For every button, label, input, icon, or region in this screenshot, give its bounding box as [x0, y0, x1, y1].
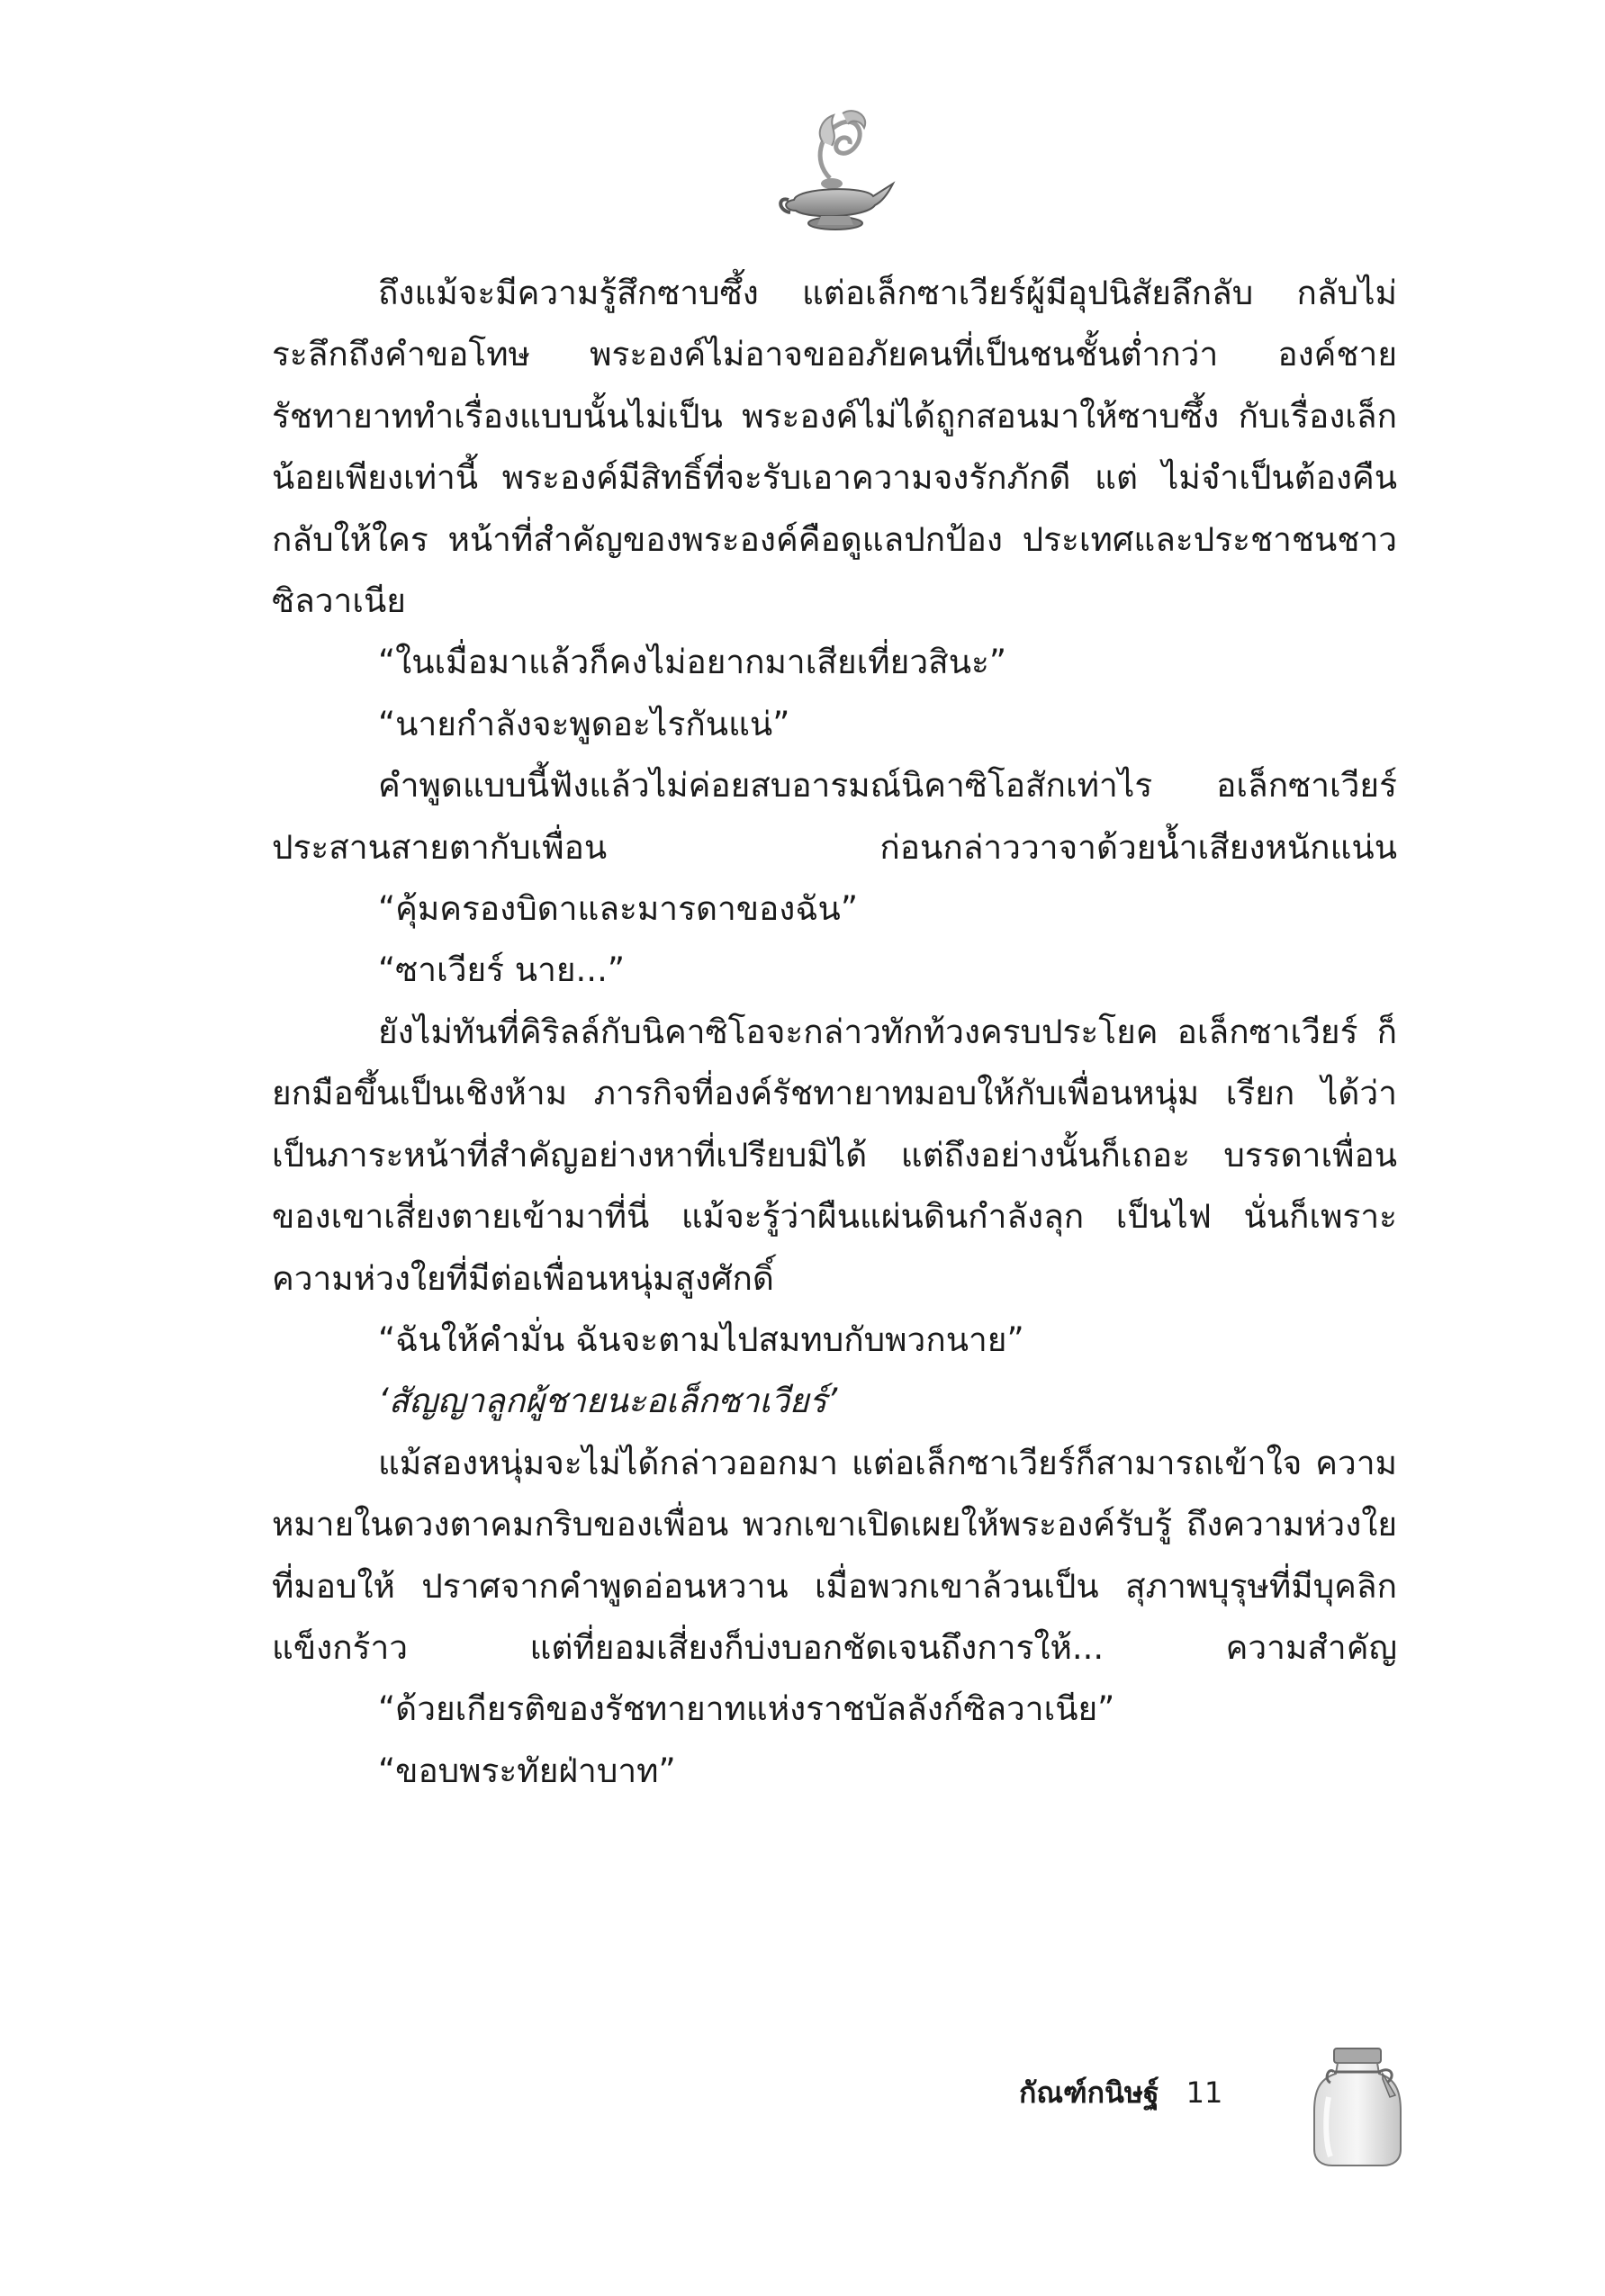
- paragraph: [272, 755, 1397, 878]
- dialogue-line: “นายกำลังจะพูดอะไรกันแน่”: [378, 704, 790, 743]
- text-line: แม้สองหนุ่มจะไม่ได้กล่าวออกมา แต่อเล็กซาเวียร์ก็สามารถเข้าใจ: [378, 1443, 1303, 1482]
- text-line: บรรดาเพื่อนของเขาเสี่ยงตายเข้ามาที่นี่ แม้จะรู้ว่าผืนแผ่นดินกำลังลุก: [272, 1135, 1397, 1237]
- text-line: คำพูดแบบนี้ฟังแล้วไม่ค่อยสบอารมณ์นิคาซิโอสักเท่าไร อเล็กซาเวียร์: [378, 766, 1397, 806]
- text-line: ประสานสายตากับเพื่อน ก่อนกล่าววาจาด้วยน้ำเสียงหนักแน่น: [272, 827, 1397, 867]
- text-line: ความสำคัญ: [1225, 1627, 1397, 1667]
- text-line: กลับไม่ระลึกถึงคำขอโทษ พระองค์ไม่อาจขออภัยคนที่เป็นชนชั้นต่ำกว่า: [272, 274, 1397, 374]
- dialogue-line: “ซาเวียร์ นาย...”: [378, 950, 625, 990]
- dialogue-line: “ฉันให้คำมั่น ฉันจะตามไปสมทบกับพวกนาย”: [378, 1319, 1024, 1359]
- dialogue-line: “ขอบพระทัยฝ่าบาท”: [378, 1751, 676, 1790]
- dialogue-line: “ในเมื่อมาแล้วก็คงไม่อยากมาเสียเที่ยวสินะ”: [378, 643, 1007, 682]
- text-line: ความหมายในดวงตาคมกริบของเพื่อน พวกเขาเปิดเผยให้พระองค์รับรู้: [272, 1443, 1397, 1544]
- magic-lamp-icon: [776, 106, 898, 241]
- text-line: ถึงความห่วงใยที่มอบให้ ปราศจากคำพูดอ่อนหวาน เมื่อพวกเขาล้วนเป็น: [272, 1505, 1397, 1606]
- text-line: ถึงแม้จะมีความรู้สึกซาบซึ้ง แต่อเล็กซาเวียร์ผู้มีอุปนิสัยลึกลับ: [378, 274, 1254, 312]
- text-line: องค์ชายรัชทายาททำเรื่องแบบนั้นไม่เป็น พระองค์ไม่ได้ถูกสอนมาให้ซาบซึ้ง: [272, 335, 1397, 436]
- page-footer: [1019, 2070, 1222, 2115]
- dialogue-line: “คุ้มครองบิดาและมารดาของฉัน”: [378, 889, 858, 929]
- jar-icon: [1307, 2043, 1408, 2169]
- page-number: 11: [1186, 2075, 1223, 2110]
- thought-line: ‘สัญญาลูกผู้ชายนะอเล็กซาเวียร์’: [378, 1382, 838, 1421]
- text-line: ได้ว่าเป็นภาระหน้าที่สำคัญอย่างหาที่เปรียบมิได้ แต่ถึงอย่างนั้นก็เถอะ: [272, 1074, 1397, 1175]
- text-line: ก็ยกมือขึ้นเป็นเชิงห้าม ภารกิจที่องค์รัชทายาทมอบให้กับเพื่อนหนุ่ม เรียก: [272, 1012, 1398, 1113]
- paragraph: [272, 1002, 1397, 1310]
- body-text: [272, 263, 1397, 1802]
- text-line: ประเทศและประชาชนชาวซิลวาเนีย: [272, 519, 1397, 621]
- dialogue-line: “ด้วยเกียรติของรัชทายาทแห่งราชบัลลังก์ซิลวาเนีย”: [378, 1689, 1115, 1729]
- text-line: เป็นไฟ นั่นก็เพราะความห่วงใยที่มีต่อเพื่อนหนุ่มสูงศักดิ์: [272, 1197, 1397, 1298]
- paragraph: [272, 263, 1397, 632]
- paragraph: [272, 1433, 1397, 1679]
- text-line: ไม่จำเป็นต้องคืนกลับให้ใคร หน้าที่สำคัญของพระองค์คือดูแลปกป้อง: [272, 458, 1397, 559]
- text-line: ยังไม่ทันที่คิริลล์กับนิคาซิโอจะกล่าวทักท้วงครบประโยค อเล็กซาเวียร์: [378, 1012, 1358, 1051]
- author-name: กัณฑ์กนิษฐ์: [1019, 2075, 1159, 2110]
- text-line: สุภาพบุรุษที่มีบุคลิกแข็งกร้าว แต่ที่ยอมเสี่ยงก็บ่งบอกชัดเจนถึงการให้...: [272, 1566, 1398, 1667]
- text-line: กับเรื่องเล็กน้อยเพียงเท่านี้ พระองค์มีสิทธิ์ที่จะรับเอาความจงรักภักดี แต่: [272, 396, 1398, 498]
